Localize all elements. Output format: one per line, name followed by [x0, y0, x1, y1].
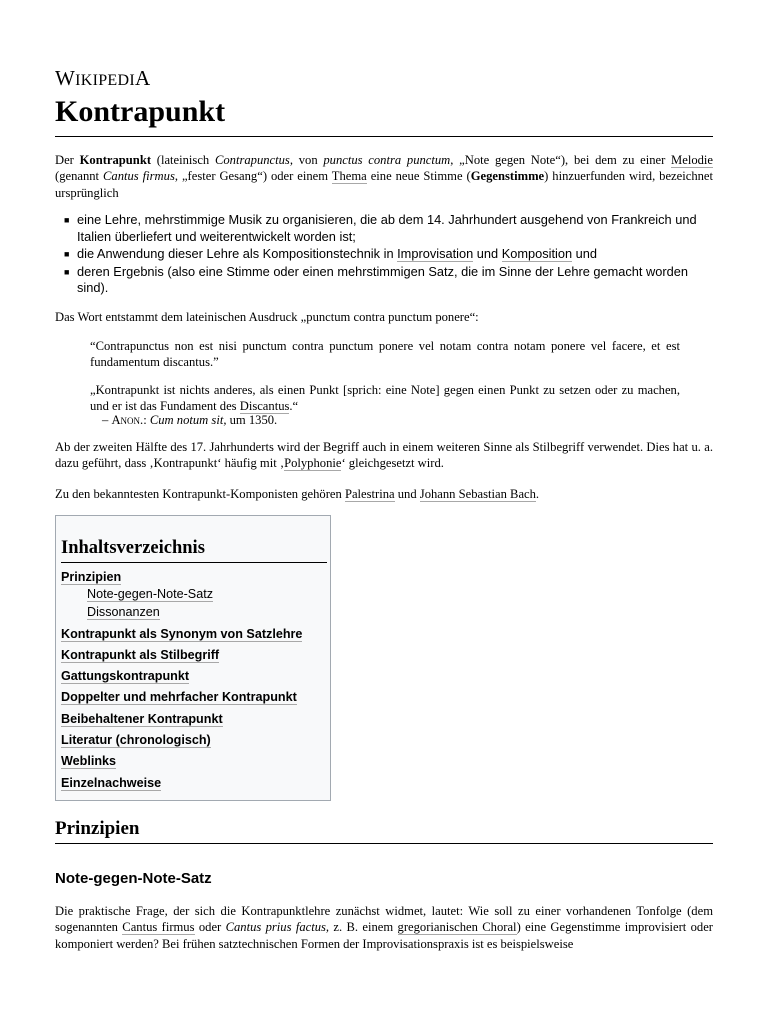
toc-item-dissonanzen[interactable]: Dissonanzen	[87, 605, 160, 619]
text: und	[394, 487, 420, 501]
german-quote	[90, 382, 680, 415]
text: .:	[140, 413, 150, 427]
toc-item-satzlehre[interactable]: Kontrapunkt als Synonym von Satzlehre	[61, 627, 303, 641]
list-item	[63, 246, 703, 263]
bullet-icon: ■	[64, 215, 70, 225]
toc-item-literatur[interactable]: Literatur (chronologisch)	[61, 733, 211, 747]
text: und	[473, 246, 502, 262]
definition-list	[63, 212, 703, 298]
toc-item-beibehaltener-kontrapunkt[interactable]: Beibehaltener Kontrapunkt	[61, 712, 223, 726]
text: eine Lehre, mehrstimmige Musik zu organisieren, die ab dem 14. Jahrhundert ausgehend von Frankreich und Italien überliefert und weiterentwickelt worden ist;	[77, 212, 697, 244]
logo-letter-last: A	[135, 66, 151, 90]
text: und	[572, 246, 598, 262]
text: ) eine Gegenstimme improvisiert oder komponiert werden? Bei frühen satztechnischen Formen der Improvisationspraxis ist es beispielsweise	[55, 920, 713, 951]
bold-term: Kontrapunkt	[79, 153, 152, 167]
link-discantus[interactable]: Discantus	[239, 399, 290, 414]
title-divider	[55, 136, 713, 137]
text: von	[292, 153, 324, 167]
italic-term: Cantus firmus	[103, 169, 175, 184]
list-item	[63, 264, 703, 297]
italic-term: punctus contra punctum	[323, 153, 451, 167]
toc-item-weblinks[interactable]: Weblinks	[61, 754, 117, 768]
text: .	[535, 487, 540, 501]
etymology-paragraph: Das Wort entstammt dem lateinischen Ausdruck „punctum contra punctum ponere“:	[55, 310, 479, 324]
text: Die praktische Frage, der sich die Kontrapunktlehre zunächst widmet, lautet: Wie soll zu einer vorhandenen Tonfolge (dem sogenannten	[55, 904, 713, 935]
text: Zu den bekanntesten Kontrapunkt-Komponisten gehören	[55, 487, 345, 501]
text: Ab der zweiten Hälfte des 17. Jahrhunderts wird der Begriff auch in einem weiteren Sinne als Stilbegriff verwendet. Dies hat u. a. dazu geführt, dass ‚Kontrapunkt‘ häufig mit ‚	[55, 440, 713, 471]
toc-item-note-gegen-note-satz[interactable]: Note-gegen-Note-Satz	[87, 587, 214, 601]
link-thema[interactable]: Thema	[331, 169, 367, 184]
section-heading-prinzipien: Prinzipien	[55, 818, 140, 839]
bullet-icon: ■	[64, 266, 70, 277]
text: deren Ergebnis (also eine Stimme oder einen mehrstimmigen Satz, die im Sinne der Lehre gemacht worden sind).	[77, 263, 689, 296]
toc-item-doppelter-kontrapunkt[interactable]: Doppelter und mehrfacher Kontrapunkt	[61, 690, 297, 704]
page-title: Kontrapunkt	[55, 95, 226, 128]
work-title: Cum notum sit,	[149, 413, 227, 427]
italic-term: Contrapunctus,	[214, 153, 293, 167]
text: „Kontrapunkt ist nichts anderes, als einen Punkt [sprich: eine Note] gegen einen Punkt zu setzen oder zu machen, und er ist das Fundament des	[90, 383, 680, 414]
text: , „fester Gesang“) oder einem	[174, 169, 332, 184]
subsection-heading-note-gegen-note: Note-gegen-Note-Satz	[55, 870, 212, 887]
logo-letters: IKIPEDI	[75, 72, 135, 89]
toc-item-einzelnachweise[interactable]: Einzelnachweise	[61, 776, 162, 790]
list-item	[63, 212, 703, 245]
author-name: Anon	[111, 413, 141, 427]
composers-paragraph	[55, 486, 713, 502]
italic-term: Cantus prius factus,	[225, 920, 330, 935]
text: (lateinisch	[151, 153, 215, 167]
toc-item-stilbegriff[interactable]: Kontrapunkt als Stilbegriff	[61, 648, 220, 662]
link-komposition[interactable]: Komposition	[501, 246, 573, 262]
note-gegen-note-paragraph	[55, 903, 713, 952]
text: –	[102, 413, 112, 427]
section-divider	[55, 843, 713, 844]
link-melodie[interactable]: Melodie	[671, 153, 714, 167]
link-polyphonie[interactable]: Polyphonie	[284, 456, 342, 471]
text: Der	[55, 153, 80, 167]
toc-item-prinzipien[interactable]: Prinzipien	[61, 570, 122, 584]
link-gregorianischer-choral[interactable]: gregorianischen Choral	[397, 920, 517, 935]
link-cantus-firmus[interactable]: Cantus firmus	[122, 920, 195, 935]
text: die Anwendung dieser Lehre als Kompositionstechnik in	[77, 246, 398, 262]
toc-item-gattungskontrapunkt[interactable]: Gattungskontrapunkt	[61, 669, 190, 683]
text: .“	[289, 399, 299, 414]
intro-paragraph	[55, 152, 713, 201]
latin-quote: “Contrapunctus non est nisi punctum contra punctum ponere vel notam contra notam ponere vel facere, et est fundamentum discantus.”	[90, 339, 680, 370]
toc-title: Inhaltsverzeichnis	[61, 538, 327, 563]
link-bach[interactable]: Johann Sebastian Bach	[419, 487, 536, 501]
text: , „Note gegen Note“), bei dem zu einer	[450, 153, 672, 167]
link-improvisation[interactable]: Improvisation	[397, 246, 474, 262]
text: (genannt	[55, 169, 104, 184]
text: ‘ gleichgesetzt wird.	[341, 456, 444, 471]
link-palestrina[interactable]: Palestrina	[344, 487, 395, 501]
text: eine neue Stimme (	[366, 169, 471, 184]
text: ) hinzuerfunden wird, bezeichnet ursprünglich	[55, 169, 714, 200]
table-of-contents	[55, 515, 331, 801]
bold-term: Gegenstimme	[470, 169, 545, 184]
text: z. B. einem	[329, 920, 398, 935]
bullet-icon: ■	[64, 249, 70, 260]
text: oder	[194, 920, 226, 935]
text: um 1350.	[226, 413, 278, 427]
wikipedia-logo[interactable]	[55, 66, 150, 91]
quote-attribution	[102, 413, 277, 428]
stilbegriff-paragraph	[55, 439, 713, 472]
logo-letter: W	[55, 66, 76, 90]
